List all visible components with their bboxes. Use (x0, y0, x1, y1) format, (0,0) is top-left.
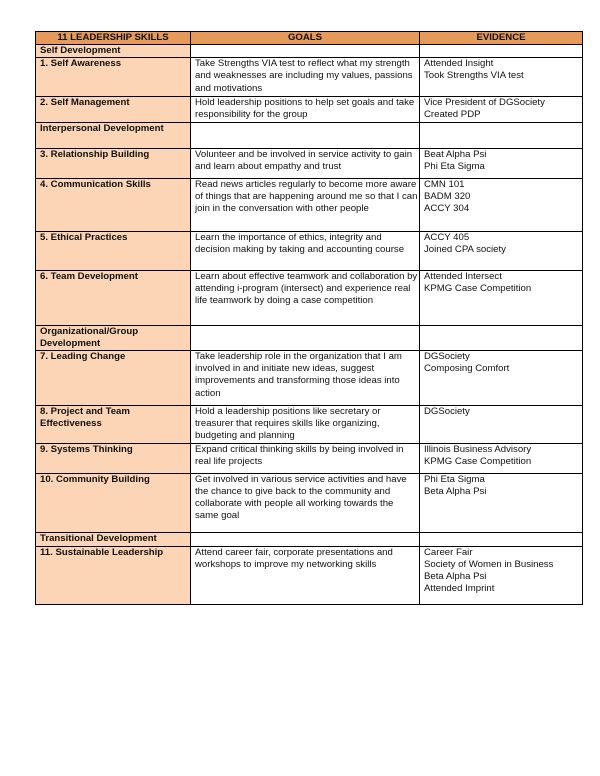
evidence-item: DGSociety (424, 406, 470, 418)
evidence-item: Beta Alpha Psi (424, 485, 487, 497)
evidence-cell (420, 532, 583, 546)
leadership-skills-table (35, 31, 583, 605)
table-row (36, 178, 583, 231)
table-row (36, 58, 583, 97)
header-goals: GOALS (191, 32, 420, 45)
header-skills: 11 LEADERSHIP SKILLS (36, 32, 191, 45)
table-row (36, 270, 583, 325)
section-title: Interpersonal Development (36, 122, 191, 148)
table-body (36, 45, 583, 605)
goal-cell (191, 546, 420, 604)
evidence-item: Phi Eta Sigma (424, 473, 485, 485)
skill-name: 6. Team Development (36, 270, 191, 325)
section-title: Self Development (36, 45, 191, 58)
evidence-cell (420, 406, 583, 444)
goal-text: Learn about effective teamwork and collaboration by attending i-program (intersect) and experience real life teamwork by doing a case competition (195, 270, 418, 307)
goal-cell (191, 443, 420, 473)
table-row (36, 546, 583, 604)
evidence-cell (420, 178, 583, 231)
header-evidence: EVIDENCE (420, 32, 583, 45)
goal-cell (191, 45, 420, 58)
goal-cell (191, 58, 420, 97)
evidence-item: Attended Intersect (424, 270, 502, 282)
evidence-item: ACCY 405 (424, 231, 470, 243)
table-row (36, 406, 583, 444)
goal-cell (191, 148, 420, 178)
section-row (36, 45, 583, 58)
goal-text: Read news articles regularly to become more aware of things that are happening around me so that I can join in the conversation with other people (195, 178, 418, 215)
evidence-item: Society of Women in Business (424, 558, 554, 570)
evidence-cell (420, 58, 583, 97)
skill-name: 2. Self Management (36, 97, 191, 122)
table-row (36, 231, 583, 270)
evidence-cell (420, 97, 583, 122)
evidence-item: CMN 101 (424, 178, 465, 190)
goal-cell (191, 97, 420, 122)
skill-name: 4. Communication Skills (36, 178, 191, 231)
evidence-cell (420, 443, 583, 473)
evidence-item: KPMG Case Competition (424, 455, 532, 467)
goal-text: Expand critical thinking skills by being involved in real life projects (195, 443, 404, 467)
leadership-skills-document (35, 31, 582, 605)
evidence-item: DGSociety (424, 351, 470, 363)
table-row (36, 97, 583, 122)
section-row (36, 325, 583, 350)
goal-cell (191, 473, 420, 532)
goal-text: Hold a leadership positions like secretary or treasurer that requires skills like organizing, budgeting and planning (195, 406, 381, 442)
table-row (36, 351, 583, 406)
evidence-cell (420, 148, 583, 178)
goal-text: Get involved in various service activities and have the chance to give back to the community and collaborate with people all working towards the same goal (195, 473, 407, 522)
evidence-item: Career Fair (424, 546, 473, 558)
goal-cell (191, 178, 420, 231)
evidence-item: Illinois Business Advisory (424, 443, 532, 455)
goal-text: Take leadership role in the organization that I am involved in and initiate new ideas, suggest improvements and transforming those ideas into action (195, 351, 402, 399)
goal-cell (191, 122, 420, 148)
evidence-cell (420, 231, 583, 270)
evidence-item: ACCY 304 (424, 203, 470, 215)
evidence-cell (420, 45, 583, 58)
goal-cell (191, 532, 420, 546)
evidence-item: Vice President of DGSociety (424, 97, 545, 109)
evidence-cell (420, 351, 583, 406)
skill-name: 11. Sustainable Leadership (36, 546, 191, 604)
goal-cell (191, 351, 420, 406)
table-header-row (36, 32, 583, 45)
goal-text: Take Strengths VIA test to reflect what my strength and weaknesses are including my values, passions and motivations (195, 58, 413, 94)
evidence-cell (420, 122, 583, 148)
evidence-item: Beat Alpha Psi (424, 148, 487, 160)
evidence-item: Beta Alpha Psi (424, 571, 487, 583)
goal-cell (191, 406, 420, 444)
evidence-cell (420, 270, 583, 325)
evidence-cell (420, 473, 583, 532)
skill-name: 7. Leading Change (36, 351, 191, 406)
evidence-item: Created PDP (424, 109, 481, 121)
table-row (36, 148, 583, 178)
goal-text: Learn the importance of ethics, integrity and decision making by taking and accounting course (195, 231, 405, 255)
evidence-item: Took Strengths VIA test (424, 70, 524, 82)
goal-cell (191, 231, 420, 270)
evidence-cell (420, 325, 583, 350)
goal-text: Hold leadership positions to help set goals and take responsibility for the group (195, 97, 415, 121)
evidence-item: Joined CPA society (424, 243, 506, 255)
evidence-cell (420, 546, 583, 604)
section-row (36, 122, 583, 148)
evidence-item: Attended Imprint (424, 583, 495, 595)
skill-name: 3. Relationship Building (36, 148, 191, 178)
goal-text: Volunteer and be involved in service activity to gain and learn about empathy and trust (195, 148, 413, 172)
table-row (36, 473, 583, 532)
skill-name: 5. Ethical Practices (36, 231, 191, 270)
evidence-item: Phi Eta Sigma (424, 160, 485, 172)
section-title: Organizational/Group Development (36, 325, 191, 350)
evidence-item: Attended Insight (424, 58, 494, 70)
section-row (36, 532, 583, 546)
skill-name: 8. Project and Team Effectiveness (36, 406, 191, 444)
section-title: Transitional Development (36, 532, 191, 546)
goal-text: Attend career fair, corporate presentations and workshops to improve my networking skills (195, 546, 393, 570)
evidence-item: BADM 320 (424, 190, 471, 202)
table-row (36, 443, 583, 473)
skill-name: 9. Systems Thinking (36, 443, 191, 473)
evidence-item: Composing Comfort (424, 363, 510, 375)
evidence-item: KPMG Case Competition (424, 282, 532, 294)
skill-name: 10. Community Building (36, 473, 191, 532)
goal-cell (191, 270, 420, 325)
skill-name: 1. Self Awareness (36, 58, 191, 97)
goal-cell (191, 325, 420, 350)
